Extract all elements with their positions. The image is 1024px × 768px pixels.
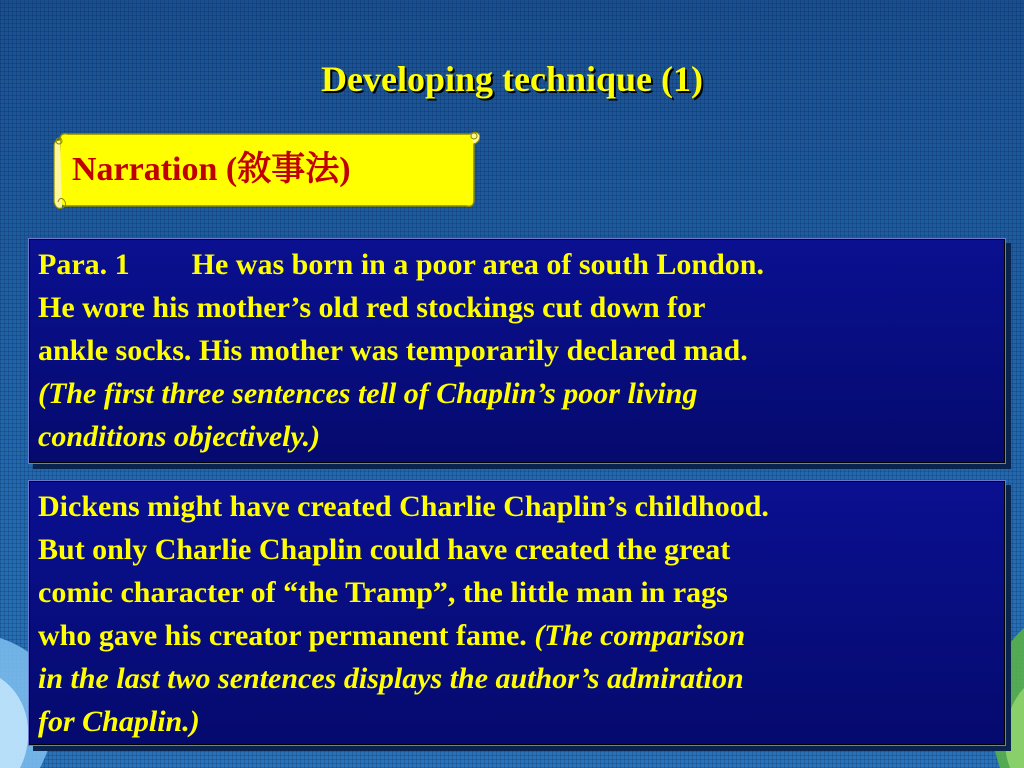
paragraph-2-box bbox=[28, 480, 1006, 746]
box1-line-1 bbox=[38, 243, 995, 286]
box1-line-2: He wore his mother’s old red stockings cut down for bbox=[38, 291, 706, 324]
box2-line-4-italic: (The comparison bbox=[534, 619, 746, 652]
box2-line-6: for Chaplin.) bbox=[38, 705, 200, 738]
box2-line-4 bbox=[38, 614, 995, 657]
box2-line-4-normal: who gave his creator permanent fame. bbox=[38, 619, 535, 652]
box1-line-4: (The first three sentences tell of Chaplin’s poor living bbox=[38, 377, 698, 410]
paragraph-1-box bbox=[28, 238, 1006, 464]
box2-line-3: comic character of “the Tramp”, the little man in rags bbox=[38, 576, 728, 609]
narration-label: Narration (敘事法) bbox=[72, 151, 351, 188]
para-label: Para. 1 bbox=[38, 248, 130, 281]
box2-line-2: But only Charlie Chaplin could have created the great bbox=[38, 533, 731, 566]
box2-line-5: in the last two sentences displays the author’s admiration bbox=[38, 662, 744, 695]
box1-line-1-text: He was born in a poor area of south London. bbox=[191, 248, 764, 281]
page-title: Developing technique (1) bbox=[321, 59, 703, 99]
box2-line-1: Dickens might have created Charlie Chaplin’s childhood. bbox=[38, 490, 769, 523]
narration-scroll-banner bbox=[50, 128, 480, 212]
box1-line-3: ankle socks. His mother was temporarily declared mad. bbox=[38, 334, 748, 367]
box1-line-5: conditions objectively.) bbox=[38, 420, 321, 453]
